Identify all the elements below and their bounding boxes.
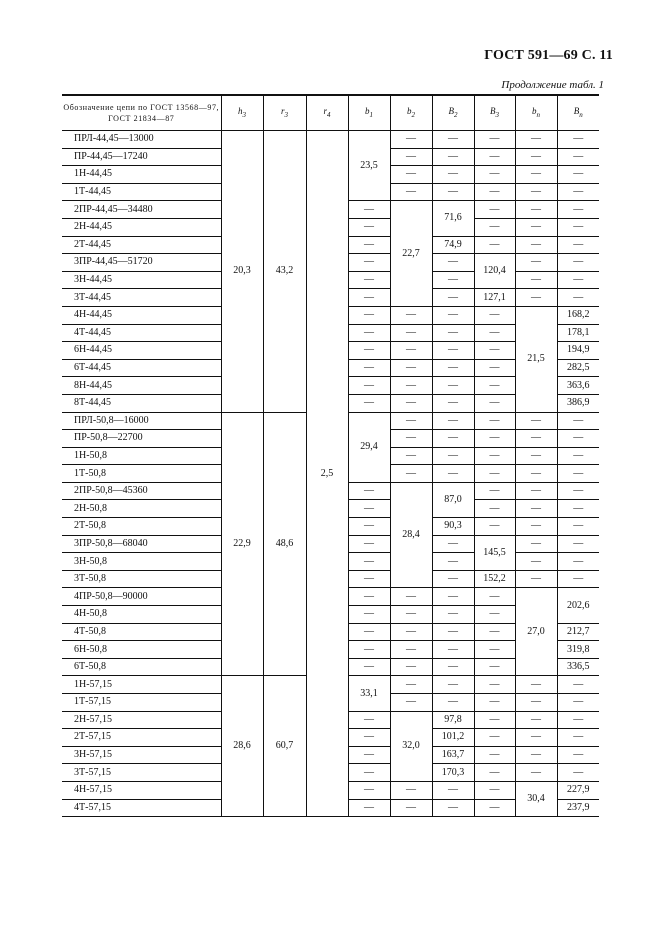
cell-b1: — [348,271,390,289]
cell-Bn: 168,2 [557,306,599,324]
cell-bn: 30,4 [515,781,557,816]
cell-bn: — [515,711,557,729]
chain-designation-cell: 4Т-44,45 [62,324,221,342]
cell-B2: — [432,342,474,360]
cell-B3: — [474,641,515,659]
column-header-b2: $b_2$ [390,95,432,131]
cell-b2: — [390,781,432,799]
cell-Bn: — [557,711,599,729]
cell-b2: — [390,148,432,166]
chain-designation-cell: 6Н-50,8 [62,641,221,659]
cell-B3: — [474,447,515,465]
cell-b1: — [348,799,390,817]
cell-Bn: — [557,535,599,553]
cell-B3: — [474,412,515,430]
cell-B3: — [474,430,515,448]
cell-b1: — [348,623,390,641]
cell-b1: — [348,324,390,342]
chain-designation-cell: 2Н-50,8 [62,500,221,518]
cell-bn: — [515,254,557,272]
cell-b2: 28,4 [390,482,432,588]
cell-B2: — [432,623,474,641]
cell-B3: — [474,500,515,518]
cell-B2: — [432,553,474,571]
cell-Bn: — [557,553,599,571]
chain-designation-cell: 2Т-57,15 [62,729,221,747]
cell-B2: — [432,588,474,606]
cell-b1: — [348,570,390,588]
cell-Bn: — [557,289,599,307]
cell-B3: 145,5 [474,535,515,570]
cell-Bn: — [557,166,599,184]
cell-b2: — [390,641,432,659]
cell-B2: 74,9 [432,236,474,254]
page-header: ГОСТ 591—69 С. 11 [484,48,613,63]
cell-B3: — [474,746,515,764]
chain-designation-cell: 3Т-50,8 [62,570,221,588]
column-header-r3: $r_3$ [263,95,306,131]
column-header-b1: $b_1$ [348,95,390,131]
cell-Bn: — [557,694,599,712]
chain-designation-cell: 8Т-44,45 [62,394,221,412]
cell-B3: — [474,183,515,201]
chain-designation-cell: 3Н-44,45 [62,271,221,289]
cell-b1: — [348,201,390,219]
cell-Bn: — [557,729,599,747]
cell-b2: — [390,342,432,360]
cell-Bn: — [557,430,599,448]
cell-Bn: 336,5 [557,658,599,676]
cell-B3: — [474,324,515,342]
cell-b2: — [390,658,432,676]
cell-Bn: — [557,271,599,289]
cell-B3: — [474,658,515,676]
cell-b1: 29,4 [348,412,390,482]
column-header-r4: $r_4$ [306,95,348,131]
chain-designation-cell: 3ПР-50,8—68040 [62,535,221,553]
cell-bn: — [515,500,557,518]
cell-B2: 101,2 [432,729,474,747]
cell-B3: — [474,711,515,729]
cell-bn: — [515,764,557,782]
cell-B2: — [432,289,474,307]
cell-b1: — [348,254,390,272]
cell-B2: 170,3 [432,764,474,782]
cell-h3: 22,9 [221,412,263,676]
chain-designation-cell: 2ПР-50,8—45360 [62,482,221,500]
chain-designation-cell: ПР-44,45—17240 [62,148,221,166]
cell-B2: — [432,447,474,465]
cell-B2: — [432,641,474,659]
cell-B3: — [474,465,515,483]
cell-B3: 152,2 [474,570,515,588]
cell-b1: — [348,377,390,395]
cell-b1: — [348,500,390,518]
cell-Bn: — [557,676,599,694]
column-header-B3: $B_3$ [474,95,515,131]
cell-B2: — [432,377,474,395]
cell-bn: — [515,412,557,430]
cell-bn: — [515,447,557,465]
cell-b2: — [390,412,432,430]
cell-B3: — [474,606,515,624]
cell-b1: — [348,781,390,799]
cell-bn: — [515,570,557,588]
cell-b1: — [348,606,390,624]
cell-b1: — [348,553,390,571]
cell-b1: 33,1 [348,676,390,711]
cell-B3: 120,4 [474,254,515,289]
cell-bn: — [515,289,557,307]
cell-bn: — [515,218,557,236]
cell-B3: — [474,694,515,712]
cell-bn: — [515,465,557,483]
cell-b2: — [390,183,432,201]
cell-Bn: 237,9 [557,799,599,817]
chain-designation-cell: 4ПР-50,8—90000 [62,588,221,606]
cell-B2: — [432,324,474,342]
cell-r3: 48,6 [263,412,306,676]
chain-designation-cell: 2Н-44,45 [62,218,221,236]
cell-bn: 21,5 [515,306,557,412]
cell-b1: — [348,359,390,377]
cell-b2: — [390,447,432,465]
cell-Bn: — [557,254,599,272]
cell-bn: — [515,729,557,747]
cell-B2: — [432,166,474,184]
chain-designation-cell: 3Т-57,15 [62,764,221,782]
cell-Bn: 227,9 [557,781,599,799]
cell-B2: — [432,430,474,448]
cell-B3: — [474,729,515,747]
cell-B3: 127,1 [474,289,515,307]
cell-B3: — [474,166,515,184]
cell-B2: — [432,799,474,817]
cell-B3: — [474,148,515,166]
cell-B3: — [474,676,515,694]
chain-designation-cell: 3Н-50,8 [62,553,221,571]
cell-r3: 60,7 [263,676,306,817]
chain-designation-cell: 1Т-50,8 [62,465,221,483]
cell-Bn: — [557,465,599,483]
cell-Bn: 178,1 [557,324,599,342]
cell-B2: — [432,781,474,799]
chain-designation-cell: 6Т-44,45 [62,359,221,377]
cell-B2: — [432,183,474,201]
chain-designation-cell: 8Н-44,45 [62,377,221,395]
chain-designation-cell: 1Т-57,15 [62,694,221,712]
chain-designation-cell: 3Т-44,45 [62,289,221,307]
cell-h3: 28,6 [221,676,263,817]
cell-bn: 27,0 [515,588,557,676]
cell-bn: — [515,201,557,219]
cell-bn: — [515,553,557,571]
cell-b1: — [348,218,390,236]
cell-B2: — [432,676,474,694]
cell-B2: — [432,694,474,712]
column-header-h3: $h_3$ [221,95,263,131]
cell-b1: 23,5 [348,131,390,201]
cell-b1: — [348,658,390,676]
column-header-B2: $B_2$ [432,95,474,131]
chain-designation-cell: 1Т-44,45 [62,183,221,201]
cell-b2: — [390,394,432,412]
cell-B3: — [474,518,515,536]
cell-b1: — [348,729,390,747]
chain-designation-cell: 4Т-57,15 [62,799,221,817]
cell-B3: — [474,764,515,782]
cell-B2: — [432,359,474,377]
cell-b1: — [348,641,390,659]
cell-B2: — [432,148,474,166]
cell-B3: — [474,482,515,500]
cell-B2: — [432,535,474,553]
chain-designation-cell: 1Н-57,15 [62,676,221,694]
cell-Bn: — [557,131,599,149]
cell-B2: — [432,254,474,272]
cell-b1: — [348,236,390,254]
cell-b2: — [390,588,432,606]
cell-b2: — [390,377,432,395]
chain-designation-cell: 2Т-44,45 [62,236,221,254]
cell-bn: — [515,676,557,694]
chain-designation-cell: 2Н-57,15 [62,711,221,729]
cell-B2: — [432,606,474,624]
chain-designation-cell: 4Н-57,15 [62,781,221,799]
chain-designation-cell: 2Т-50,8 [62,518,221,536]
cell-B3: — [474,218,515,236]
cell-Bn: — [557,746,599,764]
cell-b1: — [348,482,390,500]
cell-b1: — [348,289,390,307]
cell-B2: — [432,394,474,412]
cell-Bn: — [557,518,599,536]
table-header-row [62,95,599,131]
cell-bn: — [515,148,557,166]
chain-designation-cell: 4Т-50,8 [62,623,221,641]
cell-Bn: 194,9 [557,342,599,360]
cell-b2: — [390,694,432,712]
cell-h3: 20,3 [221,131,263,413]
cell-B2: — [432,271,474,289]
table-body [62,131,599,817]
cell-bn: — [515,183,557,201]
cell-b2: 32,0 [390,711,432,781]
cell-bn: — [515,430,557,448]
cell-bn: — [515,482,557,500]
cell-b2: — [390,465,432,483]
cell-Bn: 386,9 [557,394,599,412]
cell-b1: — [348,535,390,553]
chain-designation-cell: ПРЛ-50,8—16000 [62,412,221,430]
cell-B2: 97,8 [432,711,474,729]
cell-b1: — [348,342,390,360]
cell-B2: 90,3 [432,518,474,536]
cell-b2: — [390,623,432,641]
cell-B2: — [432,412,474,430]
cell-B2: — [432,131,474,149]
cell-bn: — [515,518,557,536]
cell-B3: — [474,359,515,377]
cell-B3: — [474,781,515,799]
cell-b2: 22,7 [390,201,432,307]
cell-r4: 2,5 [306,131,348,817]
cell-B2: 163,7 [432,746,474,764]
chain-designation-cell: 4Н-44,45 [62,306,221,324]
cell-Bn: 282,5 [557,359,599,377]
cell-bn: — [515,131,557,149]
cell-B3: — [474,588,515,606]
cell-Bn: 319,8 [557,641,599,659]
cell-b2: — [390,166,432,184]
cell-B3: — [474,394,515,412]
cell-B2: 87,0 [432,482,474,517]
cell-B3: — [474,236,515,254]
cell-B3: — [474,201,515,219]
cell-bn: — [515,746,557,764]
cell-B2: — [432,658,474,676]
cell-b1: — [348,711,390,729]
chain-dimensions-table [62,94,599,817]
chain-designation-cell: 2ПР-44,45—34480 [62,201,221,219]
table-continuation-note: Продолжение табл. 1 [501,79,604,91]
cell-Bn: — [557,764,599,782]
cell-bn: — [515,694,557,712]
cell-B2: — [432,306,474,324]
cell-Bn: — [557,218,599,236]
chain-designation-cell: 6Н-44,45 [62,342,221,360]
cell-Bn: — [557,183,599,201]
cell-b1: — [348,394,390,412]
cell-B3: — [474,623,515,641]
cell-b1: — [348,746,390,764]
cell-B2: 71,6 [432,201,474,236]
chain-designation-cell: ПРЛ-44,45—13000 [62,131,221,149]
cell-b1: — [348,518,390,536]
cell-b1: — [348,588,390,606]
cell-b2: — [390,131,432,149]
chain-designation-cell: 3Н-57,15 [62,746,221,764]
cell-Bn: — [557,570,599,588]
cell-Bn: 202,6 [557,588,599,623]
column-header-bn: $b_п$ [515,95,557,131]
cell-r3: 43,2 [263,131,306,413]
cell-bn: — [515,535,557,553]
cell-Bn: — [557,236,599,254]
cell-Bn: — [557,412,599,430]
cell-B3: — [474,799,515,817]
cell-b2: — [390,359,432,377]
cell-bn: — [515,236,557,254]
cell-b2: — [390,430,432,448]
cell-bn: — [515,271,557,289]
cell-Bn: 212,7 [557,623,599,641]
cell-b1: — [348,306,390,324]
column-header-designation: Обозначение цепи по ГОСТ 13568—97, ГОСТ 21834—87 [62,95,221,131]
cell-B2: — [432,570,474,588]
cell-B3: — [474,306,515,324]
chain-designation-cell: 4Н-50,8 [62,606,221,624]
column-header-Bn: $B_п$ [557,95,599,131]
chain-designation-cell: ПР-50,8—22700 [62,430,221,448]
chain-designation-cell: 1Н-50,8 [62,447,221,465]
cell-B3: — [474,342,515,360]
cell-b2: — [390,606,432,624]
cell-b2: — [390,676,432,694]
cell-b2: — [390,306,432,324]
cell-Bn: — [557,500,599,518]
cell-Bn: — [557,482,599,500]
chain-designation-cell: 6Т-50,8 [62,658,221,676]
cell-Bn: — [557,447,599,465]
cell-Bn: 363,6 [557,377,599,395]
cell-Bn: — [557,148,599,166]
cell-b2: — [390,324,432,342]
chain-designation-cell: 1Н-44,45 [62,166,221,184]
cell-B2: — [432,465,474,483]
cell-bn: — [515,166,557,184]
chain-designation-cell: 3ПР-44,45—51720 [62,254,221,272]
cell-b1: — [348,764,390,782]
cell-Bn: — [557,201,599,219]
cell-B3: — [474,131,515,149]
table-row [62,131,599,149]
cell-B3: — [474,377,515,395]
cell-b2: — [390,799,432,817]
